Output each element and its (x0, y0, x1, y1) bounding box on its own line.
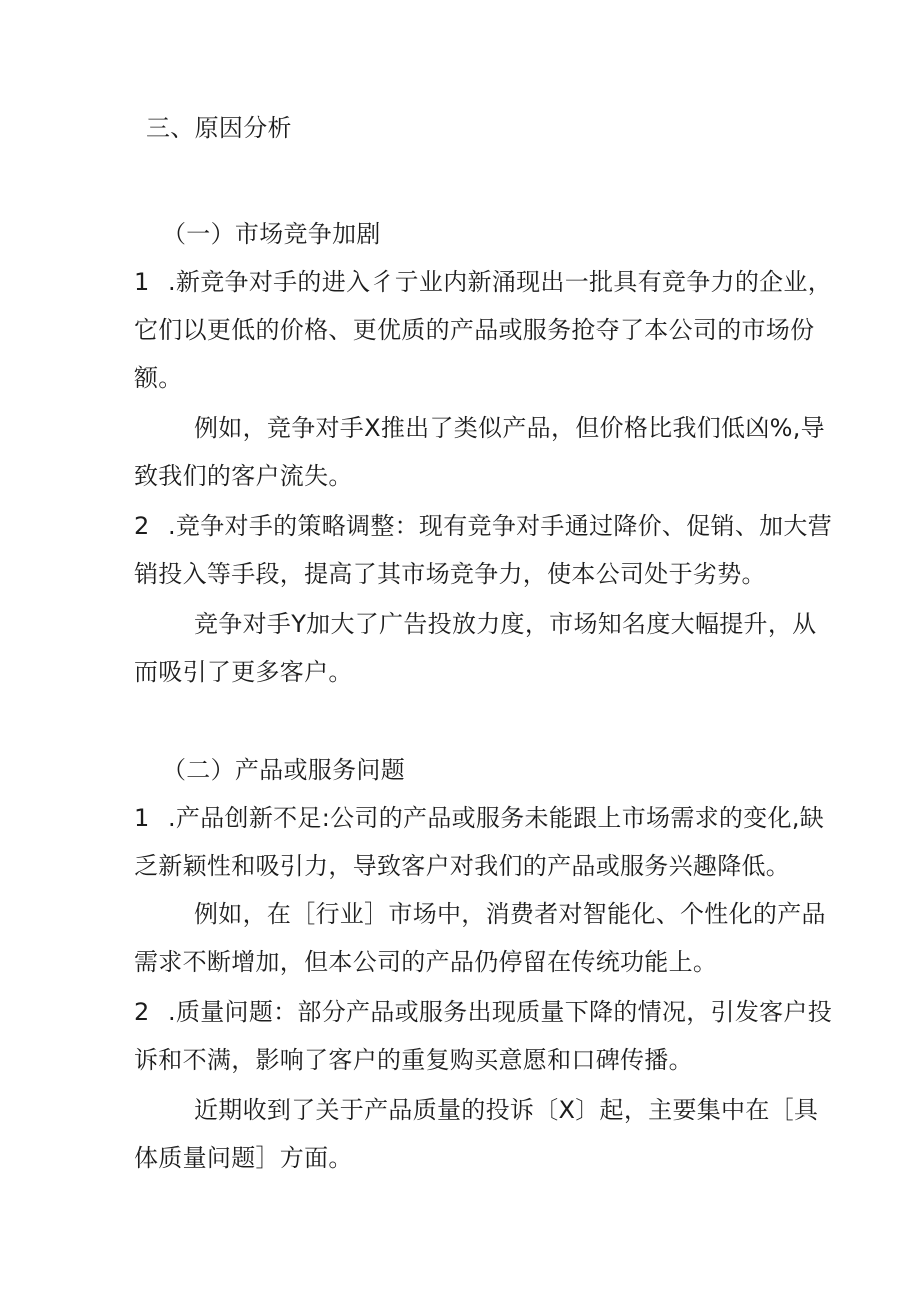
item-number: 1 (134, 268, 150, 296)
paragraph-line: 诉和不满，影响了客户的重复购买意愿和口碑传播。 (134, 1046, 693, 1074)
paragraph-line: 近期收到了关于产品质量的投诉〔X〕起，主要集中在［具 (194, 1096, 819, 1124)
paragraph-line: 而吸引了更多客户。 (134, 658, 353, 686)
paragraph-line: 销投入等手段，提高了其市场竞争力，使本公司处于劣势。 (134, 560, 766, 588)
list-item-number (134, 802, 824, 834)
item-number: 2 (134, 998, 150, 1026)
subsection-heading-product: （二）产品或服务问题 (162, 756, 405, 784)
item-number: 2 (134, 512, 150, 540)
paragraph-line: .新竞争对手的进入彳亍业内新涌现出一批具有竞争力的企业， (168, 268, 833, 296)
paragraph-line: .竞争对手的策略调整：现有竞争对手通过降价、促销、加大营 (168, 512, 833, 540)
paragraph-line: 它们以更低的价格、更优质的产品或服务抢夺了本公司的市场份 (134, 316, 815, 344)
list-item-number (134, 996, 832, 1028)
list-item-number (134, 510, 832, 542)
paragraph-line: 竞争对手Y加大了广告投放力度，市场知名度大幅提升，从 (194, 610, 817, 638)
paragraph-line: .质量问题：部分产品或服务出现质量下降的情况，引发客户投 (168, 998, 833, 1026)
paragraph-line: 例如，竞争对手X推出了类似产品，但价格比我们低凶%,导 (194, 414, 825, 442)
paragraph-line: 致我们的客户流失。 (134, 462, 353, 490)
list-item-number (134, 266, 832, 298)
item-number: 1 (134, 804, 150, 832)
paragraph-line: .产品创新不足:公司的产品或服务未能跟上市场需求的变化,缺 (168, 804, 825, 832)
paragraph-line: 需求不断增加，但本公司的产品仍停留在传统功能上。 (134, 948, 718, 976)
paragraph-line: 额。 (134, 364, 183, 392)
paragraph-line: 例如，在［行业］市场中，消费者对智能化、个性化的产品 (194, 900, 826, 928)
section-heading: 三、原因分析 (146, 114, 292, 142)
paragraph-line: 体质量问题］方面。 (134, 1144, 353, 1172)
paragraph-line: 乏新颖性和吸引力，导致客户对我们的产品或服务兴趣降低。 (134, 852, 791, 880)
subsection-heading-competition: （一）市场竞争加剧 (162, 220, 381, 248)
